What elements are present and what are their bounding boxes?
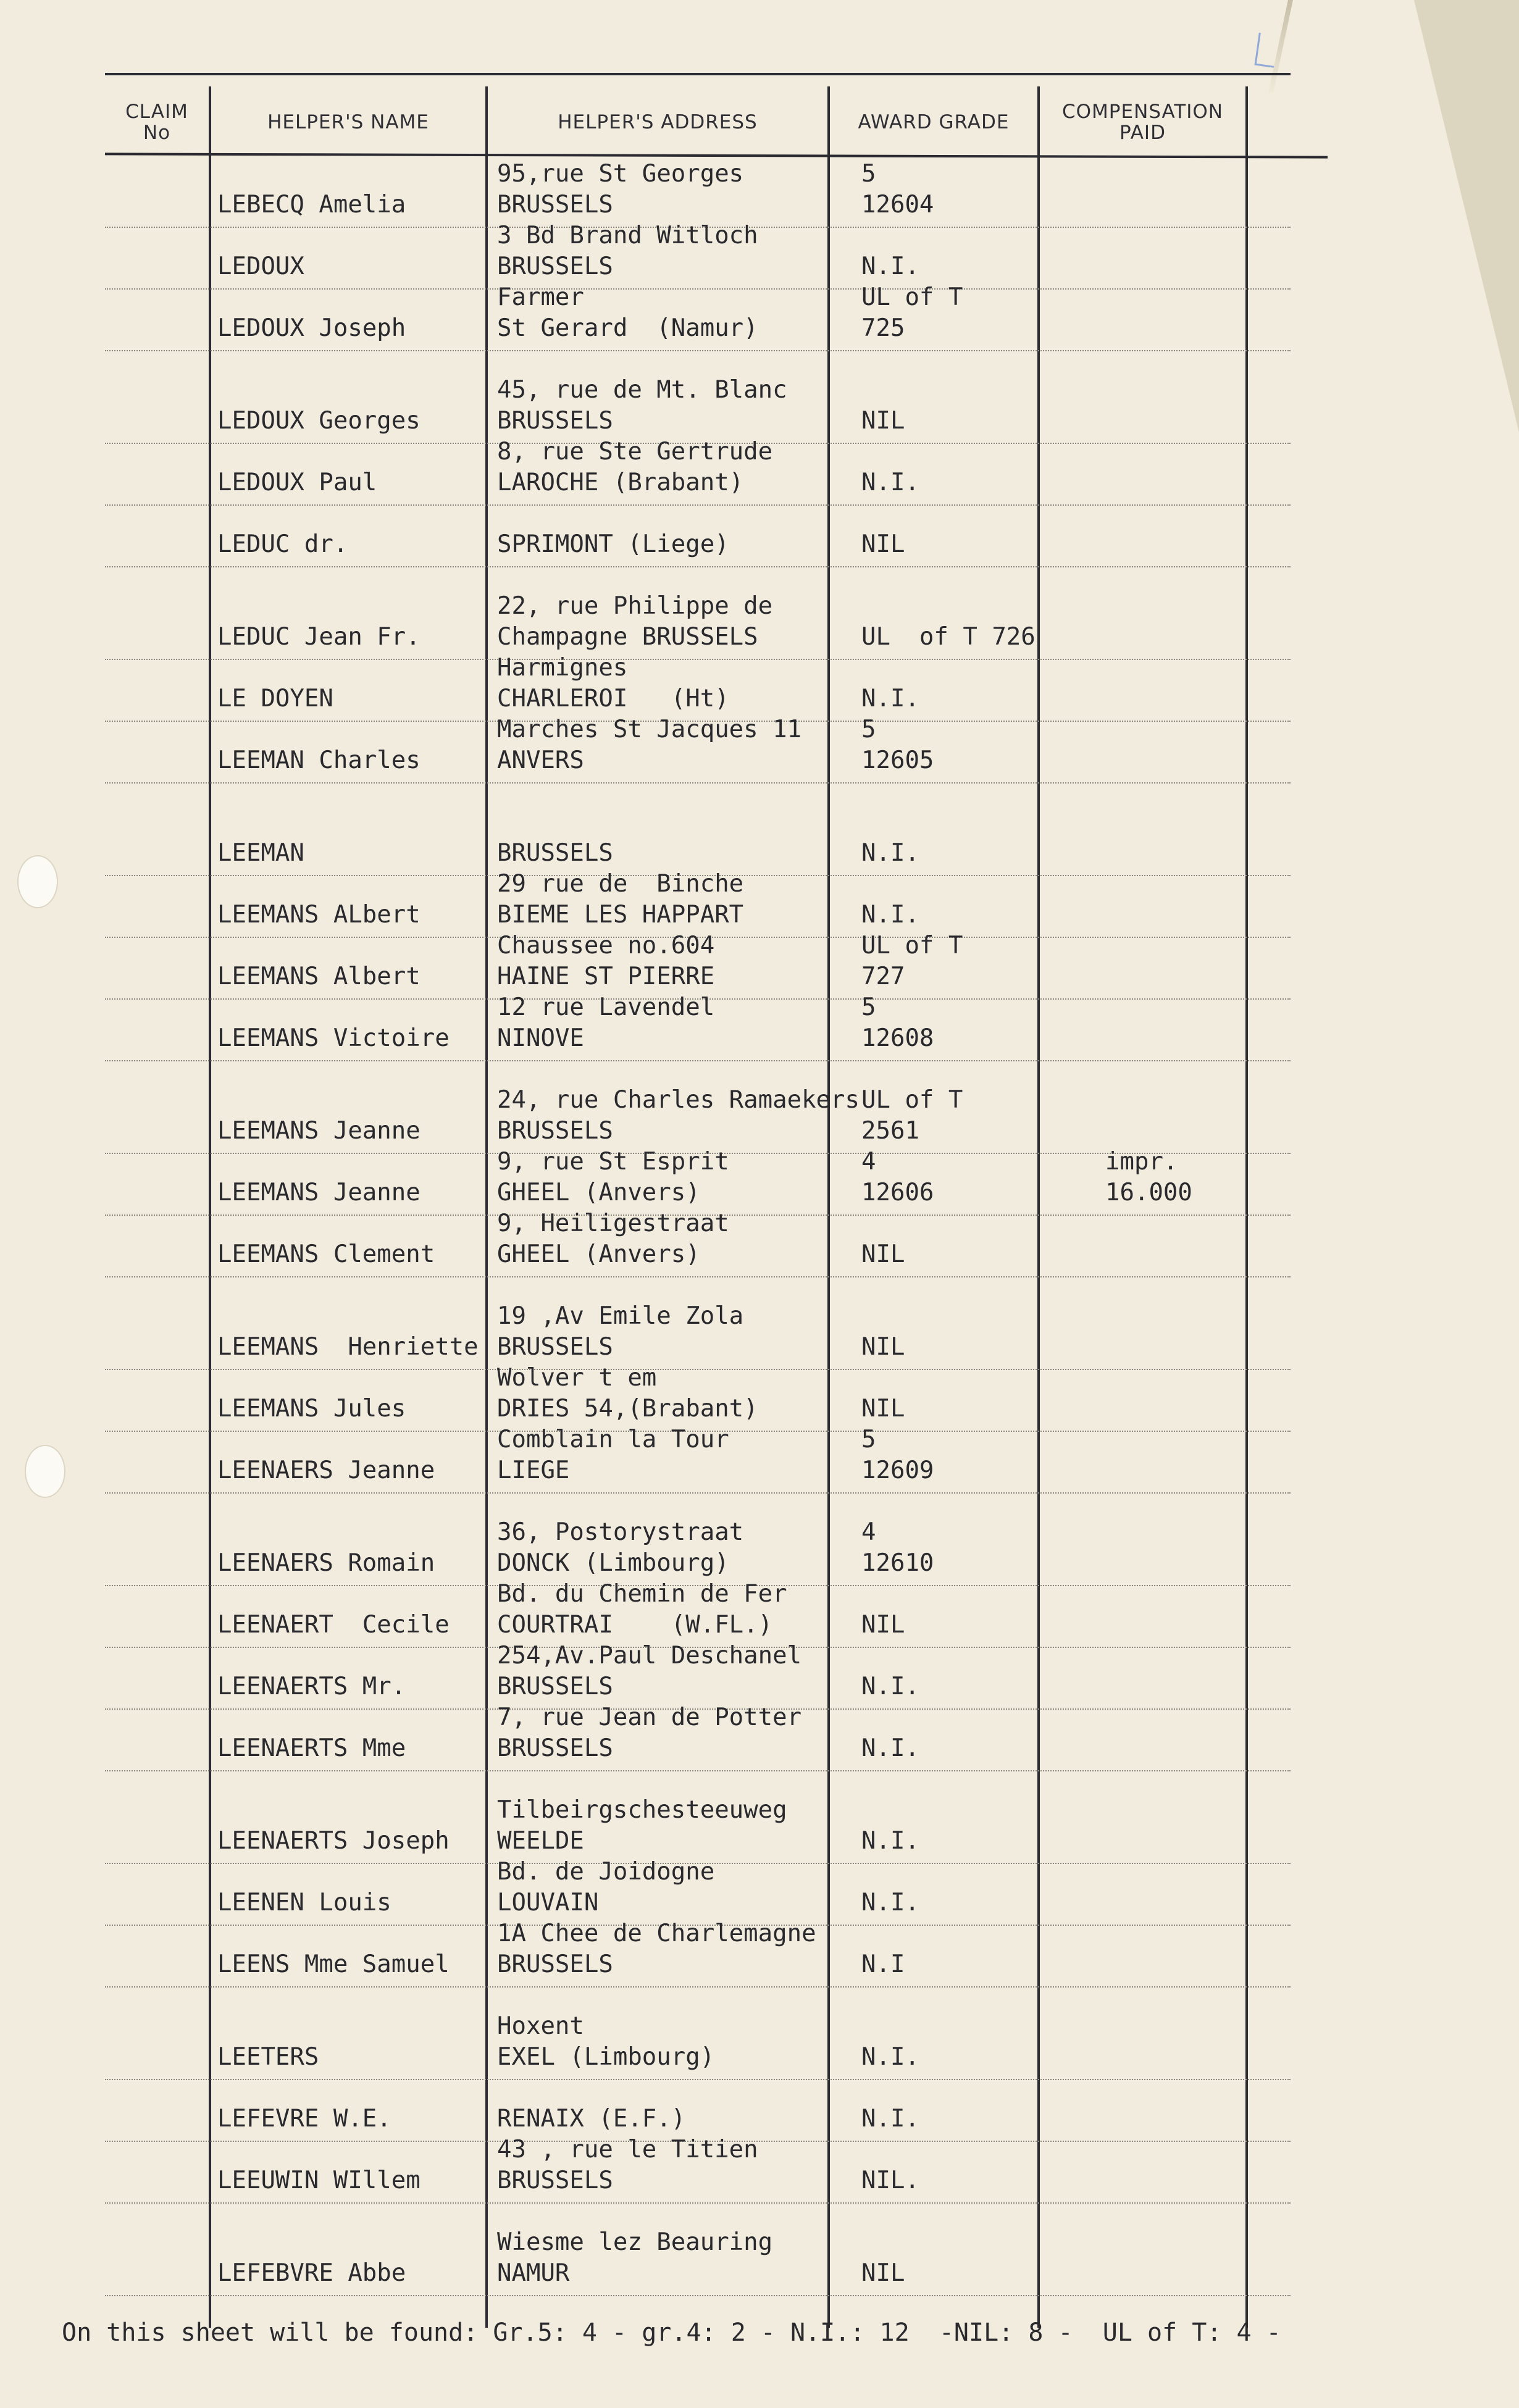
- award-grade-line2: NIL: [861, 1395, 905, 1423]
- helper-name: LEEMANS Clement: [217, 1240, 435, 1268]
- award-grade-line2: N.I: [861, 1950, 905, 1978]
- helper-address-line1: 8, rue Ste Gertrude: [497, 438, 773, 466]
- column-divider-address: [827, 86, 830, 2328]
- award-grade-line1: 5: [861, 160, 876, 188]
- row-rule: [105, 566, 1291, 567]
- helper-address: [497, 2134, 758, 2196]
- sheet-summary: On this sheet will be found: Gr.5: 4 - gr.4: 2 - N.I.: 12 -NIL: 8 - UL of T: 4 -: [62, 2318, 1281, 2347]
- column-divider-grade: [1037, 86, 1040, 2328]
- header-claim-no: CLAIM No: [125, 100, 188, 144]
- helper-address: [497, 992, 714, 1054]
- compensation-paid: [1105, 807, 1119, 838]
- helper-address: [497, 2073, 685, 2134]
- compensation-paid: [1105, 2073, 1119, 2104]
- award-grade-line1: [861, 2227, 905, 2258]
- compensation-paid-line1: [1105, 2134, 1119, 2165]
- award-grade-line1: UL of T: [861, 1086, 963, 1114]
- row-rule: [105, 1770, 1291, 1771]
- helper-name: LEFEVRE W.E.: [217, 2105, 391, 2133]
- award-grade-line2: NIL: [861, 1333, 905, 1361]
- award-grade-line2: NIL: [861, 530, 905, 558]
- row-rule: [105, 1060, 1291, 1061]
- award-grade-line2: N.I.: [861, 1734, 919, 1762]
- award-grade: [861, 1918, 905, 1980]
- folded-corner: [1414, 0, 1519, 432]
- punch-hole-top: [17, 855, 58, 908]
- helper-name: LEEMANS Jeanne: [217, 1179, 421, 1206]
- compensation-paid-line1: [1105, 1424, 1119, 1455]
- helper-name: LEEMAN: [217, 839, 304, 867]
- helper-address-line1: Harmignes: [497, 654, 628, 682]
- compensation-paid: [1105, 1857, 1119, 1888]
- award-grade-line1: [861, 591, 1036, 622]
- compensation-paid-line1: [1105, 1641, 1119, 1671]
- award-grade: [861, 1085, 963, 1147]
- helper-address-line2: ANVERS: [497, 746, 584, 774]
- helper-address-line1: Wiesme lez Beauring: [497, 2228, 773, 2256]
- award-grade: [861, 1702, 919, 1764]
- award-grade-line2: 727: [861, 963, 905, 990]
- award-grade: [861, 1363, 905, 1424]
- award-grade-line2: UL of T 726: [861, 623, 1036, 651]
- helper-name: LE DOYEN: [217, 685, 333, 713]
- helper-address-line1: Hoxent: [497, 2012, 584, 2040]
- compensation-paid-line1: [1105, 159, 1119, 190]
- row-rule: [105, 1276, 1291, 1277]
- helper-address-line2: EXEL (Limbourg): [497, 2043, 715, 2071]
- award-grade: [861, 869, 919, 930]
- helper-address-line2: BRUSSELS: [497, 191, 613, 219]
- helper-address-line1: Tilbeirgschesteeuweg: [497, 1796, 787, 1824]
- row-rule: [105, 350, 1291, 351]
- compensation-paid-line1: [1105, 1795, 1119, 1826]
- helper-address: [497, 1208, 729, 1270]
- compensation-paid: [1105, 498, 1119, 529]
- helper-address: [497, 1795, 787, 1857]
- compensation-paid-line1: [1105, 1857, 1119, 1888]
- compensation-paid-line2: 16.000: [1105, 1179, 1192, 1206]
- helper-address-line1: Bd. du Chemin de Fer: [497, 1580, 787, 1608]
- compensation-paid: [1105, 869, 1119, 900]
- helper-address: [497, 807, 613, 869]
- row-rule: [105, 1986, 1291, 1988]
- award-grade-line2: N.I.: [861, 1889, 919, 1917]
- helper-address: [497, 1857, 714, 1918]
- compensation-paid-line1: [1105, 375, 1119, 406]
- header-helpers-address: HELPER'S ADDRESS: [558, 111, 758, 133]
- award-grade-line2: 12604: [861, 191, 934, 219]
- compensation-paid-line1: [1105, 2011, 1119, 2042]
- helper-address-line2: BRUSSELS: [497, 1673, 613, 1700]
- helper-address-line2: DONCK (Limbourg): [497, 1549, 729, 1577]
- helper-address: [497, 1147, 729, 1208]
- helper-address-line2: WEELDE: [497, 1827, 584, 1855]
- helper-address-line2: BIEME LES HAPPART: [497, 901, 744, 929]
- helper-name: LEEMANS Henriette: [217, 1333, 479, 1361]
- helper-address-line1: Bd. de Joidogne: [497, 1858, 715, 1886]
- award-grade-line1: 4: [861, 1148, 876, 1176]
- helper-name: LEEMANS Jules: [217, 1395, 406, 1423]
- helper-address-line2: NAMUR: [497, 2259, 570, 2287]
- header-compensation-paid: COMPENSATION PAID: [1062, 100, 1223, 144]
- compensation-paid: [1105, 437, 1119, 467]
- helper-address-line2: BRUSSELS: [497, 1333, 613, 1361]
- helper-address-line2: HAINE ST PIERRE: [497, 963, 715, 990]
- helper-address: [497, 2227, 772, 2289]
- award-grade-line2: N.I.: [861, 901, 919, 929]
- award-grade-line2: NIL: [861, 2259, 905, 2287]
- compensation-paid: [1105, 159, 1119, 190]
- helper-address-line2: NINOVE: [497, 1024, 584, 1052]
- helper-address: [497, 498, 729, 560]
- helper-address-line2: BRUSSELS: [497, 1734, 613, 1762]
- award-grade: [861, 2134, 919, 2196]
- helper-name: LEENAERT Cecile: [217, 1611, 450, 1639]
- helper-name: LEEMAN Charles: [217, 746, 421, 774]
- award-grade: [861, 1208, 905, 1270]
- helper-address-line1: Marches St Jacques 11: [497, 716, 802, 743]
- row-rule: [105, 782, 1291, 784]
- helper-address-line1: Wolver t em: [497, 1364, 657, 1392]
- helper-address-line1: [497, 498, 729, 529]
- helper-address-line2: BRUSSELS: [497, 253, 613, 280]
- helper-address-line2: Champagne BRUSSELS: [497, 623, 758, 651]
- compensation-paid-line1: [1105, 220, 1119, 251]
- award-grade-line1: [861, 1208, 905, 1239]
- award-grade-line1: [861, 1363, 905, 1394]
- award-grade: [861, 1147, 934, 1208]
- helper-address: [497, 159, 743, 220]
- helper-address-line1: 9, rue St Esprit: [497, 1148, 729, 1176]
- helper-address-line2: BRUSSELS: [497, 839, 613, 867]
- compensation-paid: [1105, 714, 1119, 745]
- compensation-paid-line1: [1105, 591, 1119, 622]
- compensation-paid: [1105, 1918, 1119, 1949]
- helper-address: [497, 1301, 743, 1363]
- compensation-paid: [1105, 1363, 1119, 1394]
- award-grade-line2: N.I.: [861, 685, 919, 713]
- helper-address-line1: 24, rue Charles Ramaekers: [497, 1086, 860, 1114]
- helper-address-line2: BRUSSELS: [497, 2167, 613, 2194]
- helper-name: LEDOUX: [217, 253, 304, 280]
- helper-address-line1: 7, rue Jean de Potter: [497, 1704, 802, 1731]
- helper-address-line2: LIEGE: [497, 1457, 570, 1484]
- compensation-paid-line1: impr.: [1105, 1148, 1178, 1176]
- compensation-paid-line1: [1105, 992, 1119, 1023]
- award-grade: [861, 807, 919, 869]
- helper-address-line1: 1A Chee de Charlemagne: [497, 1920, 816, 1947]
- helper-address-line1: 19 ,Av Emile Zola: [497, 1302, 744, 1330]
- award-grade: [861, 498, 905, 560]
- compensation-paid: [1105, 1641, 1119, 1671]
- award-grade: [861, 930, 963, 992]
- header-bottom-rule: [105, 153, 1328, 158]
- compensation-paid: [1105, 1517, 1119, 1548]
- helper-address: [497, 1702, 801, 1764]
- award-grade: [861, 2073, 919, 2134]
- award-grade-line2: 12609: [861, 1457, 934, 1484]
- compensation-paid-line1: [1105, 930, 1119, 961]
- helper-address-line1: 36, Postorystraat: [497, 1518, 744, 1546]
- award-grade: [861, 282, 963, 344]
- compensation-paid-line1: [1105, 2227, 1119, 2258]
- compensation-paid-line1: [1105, 653, 1119, 684]
- helper-address-line2: BRUSSELS: [497, 1950, 613, 1978]
- award-grade: [861, 653, 919, 714]
- award-grade: [861, 220, 919, 282]
- award-grade-line1: UL of T: [861, 932, 963, 959]
- award-grade-line1: 5: [861, 716, 876, 743]
- helper-name: LEENS Mme Samuel: [217, 1950, 450, 1978]
- compensation-paid: [1105, 375, 1119, 406]
- compensation-paid-line1: [1105, 1918, 1119, 1949]
- award-grade-line2: NIL.: [861, 2167, 919, 2194]
- helper-name: LEENEN Louis: [217, 1889, 391, 1917]
- helper-address-line1: 12 rue Lavendel: [497, 993, 715, 1021]
- compensation-paid-line1: [1105, 1363, 1119, 1394]
- helper-name: LEDOUX Georges: [217, 407, 421, 435]
- header-top-rule: [105, 73, 1291, 75]
- helper-address-line1: 95,rue St Georges: [497, 160, 744, 188]
- helper-address-line1: Farmer: [497, 283, 584, 311]
- award-grade: [861, 714, 934, 776]
- compensation-paid-line1: [1105, 498, 1119, 529]
- award-grade-line1: [861, 220, 919, 251]
- helper-address: [497, 1641, 801, 1702]
- helper-name: LEDUC Jean Fr.: [217, 623, 421, 651]
- row-rule: [105, 2202, 1291, 2204]
- compensation-paid: [1105, 1702, 1119, 1733]
- helper-name: LEENAERTS Joseph: [217, 1827, 450, 1855]
- helper-address-line1: 22, rue Philippe de: [497, 592, 773, 620]
- helper-name: LEDOUX Paul: [217, 469, 377, 496]
- compensation-paid: [1105, 1424, 1119, 1455]
- header-award-grade: AWARD GRADE: [858, 111, 1010, 133]
- compensation-paid: [1105, 930, 1119, 961]
- compensation-paid: [1105, 591, 1119, 622]
- award-grade: [861, 1301, 905, 1363]
- helper-address-line2: LOUVAIN: [497, 1889, 599, 1917]
- compensation-paid: [1105, 220, 1119, 251]
- award-grade-line1: [861, 498, 905, 529]
- helper-address-line1: [497, 2073, 685, 2104]
- compensation-paid-line1: [1105, 437, 1119, 467]
- helper-name: LEEMANS Victoire: [217, 1024, 450, 1052]
- award-grade-line1: [861, 375, 905, 406]
- award-grade-line1: [861, 1579, 905, 1610]
- helper-address: [497, 930, 714, 992]
- helper-address: [497, 591, 772, 653]
- helper-name: LEEMANS ALbert: [217, 901, 421, 929]
- award-grade: [861, 591, 1036, 653]
- row-rule: [105, 2295, 1291, 2296]
- helper-name: LEENAERTS Mme: [217, 1734, 406, 1762]
- column-divider-claim: [209, 86, 211, 2328]
- award-grade-line2: NIL: [861, 1240, 905, 1268]
- helper-address: [497, 1517, 743, 1579]
- helper-name: LEETERS: [217, 2043, 319, 2071]
- helper-address-line2: GHEEL (Anvers): [497, 1240, 700, 1268]
- compensation-paid-line1: [1105, 1208, 1119, 1239]
- award-grade-line2: N.I.: [861, 469, 919, 496]
- helper-address-line2: DRIES 54,(Brabant): [497, 1395, 758, 1423]
- compensation-paid: [1105, 1579, 1119, 1610]
- helper-address-line1: 29 rue de Binche: [497, 870, 744, 898]
- compensation-paid: [1105, 2134, 1119, 2165]
- award-grade-line2: N.I.: [861, 253, 919, 280]
- helper-address-line2: GHEEL (Anvers): [497, 1179, 700, 1206]
- compensation-paid-line1: [1105, 1702, 1119, 1733]
- award-grade: [861, 2227, 905, 2289]
- award-grade-line1: 5: [861, 1426, 876, 1453]
- award-grade: [861, 437, 919, 498]
- helper-address-line2: St Gerard (Namur): [497, 314, 758, 342]
- helper-address-line2: CHARLEROI (Ht): [497, 685, 729, 713]
- award-grade-line1: [861, 1795, 919, 1826]
- helper-name: LEDOUX Joseph: [217, 314, 406, 342]
- helper-address-line1: 3 Bd Brand Witloch: [497, 222, 758, 249]
- compensation-paid: [1105, 1301, 1119, 1332]
- award-grade-line2: N.I.: [861, 1827, 919, 1855]
- compensation-paid: [1105, 1208, 1119, 1239]
- award-grade: [861, 2011, 919, 2073]
- helper-address-line1: 254,Av.Paul Deschanel: [497, 1642, 802, 1670]
- helper-name: LEEMANS Albert: [217, 963, 421, 990]
- award-grade-line2: 12610: [861, 1549, 934, 1577]
- award-grade-line2: 12606: [861, 1179, 934, 1206]
- helper-address: [497, 2011, 714, 2073]
- award-grade-line2: 12608: [861, 1024, 934, 1052]
- column-divider-compensation: [1245, 86, 1248, 2328]
- helper-address: [497, 220, 758, 282]
- helper-name: LEBECQ Amelia: [217, 191, 406, 219]
- helper-address-line2: COURTRAI (W.FL.): [497, 1611, 773, 1639]
- helper-address: [497, 1579, 787, 1641]
- helper-address-line1: 45, rue de Mt. Blanc: [497, 376, 787, 404]
- helper-address-line2: BRUSSELS: [497, 407, 613, 435]
- helper-address-line1: 43 , rue le Titien: [497, 2136, 758, 2163]
- award-grade-line1: [861, 653, 919, 684]
- award-grade-line1: [861, 437, 919, 467]
- compensation-paid-line1: [1105, 282, 1119, 313]
- award-grade: [861, 1424, 934, 1486]
- helper-address: [497, 1085, 860, 1147]
- helper-address: [497, 869, 743, 930]
- award-grade-line1: [861, 1301, 905, 1332]
- helper-address: [497, 1918, 816, 1980]
- compensation-paid-line1: [1105, 714, 1119, 745]
- award-grade-line1: 5: [861, 993, 876, 1021]
- compensation-paid-line1: [1105, 1301, 1119, 1332]
- helper-address: [497, 282, 758, 344]
- compensation-paid: [1105, 2011, 1119, 2042]
- helper-name: LEENAERS Romain: [217, 1549, 435, 1577]
- header-helpers-name: HELPER'S NAME: [267, 111, 429, 133]
- award-grade-line1: [861, 807, 919, 838]
- compensation-paid: [1105, 1085, 1119, 1116]
- award-grade-line1: [861, 869, 919, 900]
- award-grade-line2: 725: [861, 314, 905, 342]
- award-grade-line1: [861, 2134, 919, 2165]
- award-grade-line2: N.I.: [861, 1673, 919, 1700]
- helper-name: LEDUC dr.: [217, 530, 348, 558]
- helper-address: [497, 1363, 758, 1424]
- award-grade-line1: [861, 1857, 919, 1888]
- helper-address: [497, 375, 787, 437]
- award-grade-line2: N.I.: [861, 839, 919, 867]
- compensation-paid: [1105, 282, 1119, 313]
- helper-name: LEENAERTS Mr.: [217, 1673, 406, 1700]
- helper-address-line1: 9, Heiligestraat: [497, 1210, 729, 1237]
- compensation-paid: [1105, 1795, 1119, 1826]
- award-grade: [861, 375, 905, 437]
- helper-address: [497, 1424, 729, 1486]
- compensation-paid-line1: [1105, 1517, 1119, 1548]
- helper-name: LEFEBVRE Abbe: [217, 2259, 406, 2287]
- award-grade-line2: N.I.: [861, 2043, 919, 2071]
- award-grade: [861, 1857, 919, 1918]
- helper-address-line1: Chaussee no.604: [497, 932, 715, 959]
- compensation-paid: [1105, 992, 1119, 1023]
- award-grade: [861, 1795, 919, 1857]
- compensation-paid-line1: [1105, 807, 1119, 838]
- helper-address: [497, 653, 729, 714]
- award-grade-line1: [861, 1641, 919, 1671]
- award-grade-line1: [861, 1702, 919, 1733]
- helper-address-line1: [497, 807, 613, 838]
- award-grade-line2: 2561: [861, 1117, 919, 1145]
- award-grade-line1: [861, 2073, 919, 2104]
- award-grade-line2: NIL: [861, 407, 905, 435]
- helper-address: [497, 437, 772, 498]
- helper-address-line2: RENAIX (E.F.): [497, 2105, 686, 2133]
- award-grade-line2: NIL: [861, 1611, 905, 1639]
- award-grade-line2: 12605: [861, 746, 934, 774]
- row-rule: [105, 1492, 1291, 1494]
- award-grade: [861, 1641, 919, 1702]
- helper-address-line2: SPRIMONT (Liege): [497, 530, 729, 558]
- award-grade-line1: [861, 1918, 905, 1949]
- helper-address-line2: LAROCHE (Brabant): [497, 469, 744, 496]
- compensation-paid-line1: [1105, 1085, 1119, 1116]
- award-grade: [861, 1579, 905, 1641]
- compensation-paid-line1: [1105, 1579, 1119, 1610]
- compensation-paid: [1105, 653, 1119, 684]
- compensation-paid: [1105, 1147, 1192, 1208]
- award-grade-line2: N.I.: [861, 2105, 919, 2133]
- compensation-paid-line1: [1105, 2073, 1119, 2104]
- helper-address-line1: Comblain la Tour: [497, 1426, 729, 1453]
- award-grade-line1: 4: [861, 1518, 876, 1546]
- award-grade: [861, 992, 934, 1054]
- award-grade-line1: [861, 2011, 919, 2042]
- compensation-paid: [1105, 2227, 1119, 2258]
- punch-hole-bottom: [25, 1445, 65, 1498]
- helper-name: LEEMANS Jeanne: [217, 1117, 421, 1145]
- helper-name: LEEUWIN WIllem: [217, 2167, 421, 2194]
- helper-address: [497, 714, 801, 776]
- award-grade: [861, 159, 934, 220]
- award-grade: [861, 1517, 934, 1579]
- compensation-paid-line1: [1105, 869, 1119, 900]
- helper-address-line2: BRUSSELS: [497, 1117, 613, 1145]
- award-grade-line1: UL of T: [861, 283, 963, 311]
- helper-name: LEENAERS Jeanne: [217, 1457, 435, 1484]
- column-divider-name: [485, 86, 488, 2328]
